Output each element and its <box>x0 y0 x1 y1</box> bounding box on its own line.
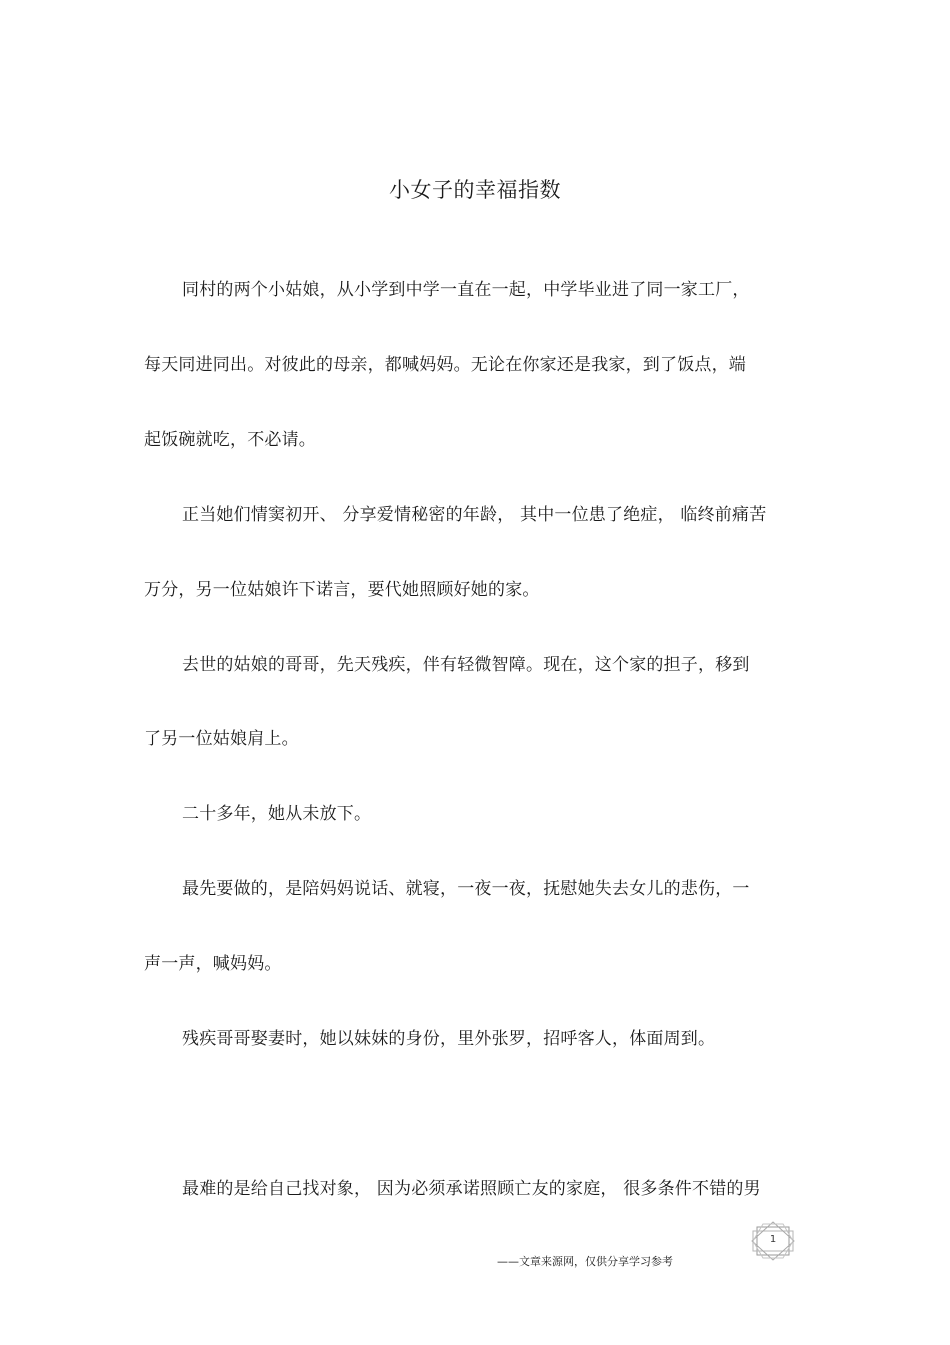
paragraph-line: 同村的两个小姑娘，从小学到中学一直在一起，中学毕业进了同一家工厂， <box>182 280 750 300</box>
paragraph-line: 正当她们情窦初开、 分享爱情秘密的年龄， 其中一位患了绝症， 临终前痛苦 <box>182 505 767 525</box>
paragraph-line: 声一声，喊妈妈。 <box>144 954 282 974</box>
document-title: 小女子的幸福指数 <box>389 178 561 202</box>
source-footer: ——文章来源网，仅供分享学习参考 <box>497 1255 673 1268</box>
paragraph-line: 去世的姑娘的哥哥，先天残疾，伴有轻微智障。现在，这个家的担子，移到 <box>182 655 750 675</box>
paragraph-line: 起饭碗就吃，不必请。 <box>144 430 316 450</box>
paragraph-line: 最先要做的，是陪妈妈说话、就寝，一夜一夜，抚慰她失去女儿的悲伤，一 <box>182 879 750 899</box>
paragraph-line: 残疾哥哥娶妻时，她以妹妹的身份，里外张罗，招呼客人，体面周到。 <box>182 1029 716 1049</box>
paragraph-line: 每天同进同出。对彼此的母亲，都喊妈妈。无论在你家还是我家，到了饭点，端 <box>144 355 746 375</box>
page-number: 1 <box>769 1234 777 1245</box>
paragraph-line: 最难的是给自己找对象， 因为必须承诺照顾亡友的家庭， 很多条件不错的男 <box>182 1179 761 1199</box>
paragraph-line: 了另一位姑娘肩上。 <box>144 729 299 749</box>
page-number-badge <box>749 1221 797 1261</box>
paragraph-line: 万分，另一位姑娘许下诺言，要代她照顾好她的家。 <box>144 580 540 600</box>
paragraph-line: 二十多年，她从未放下。 <box>182 804 372 824</box>
